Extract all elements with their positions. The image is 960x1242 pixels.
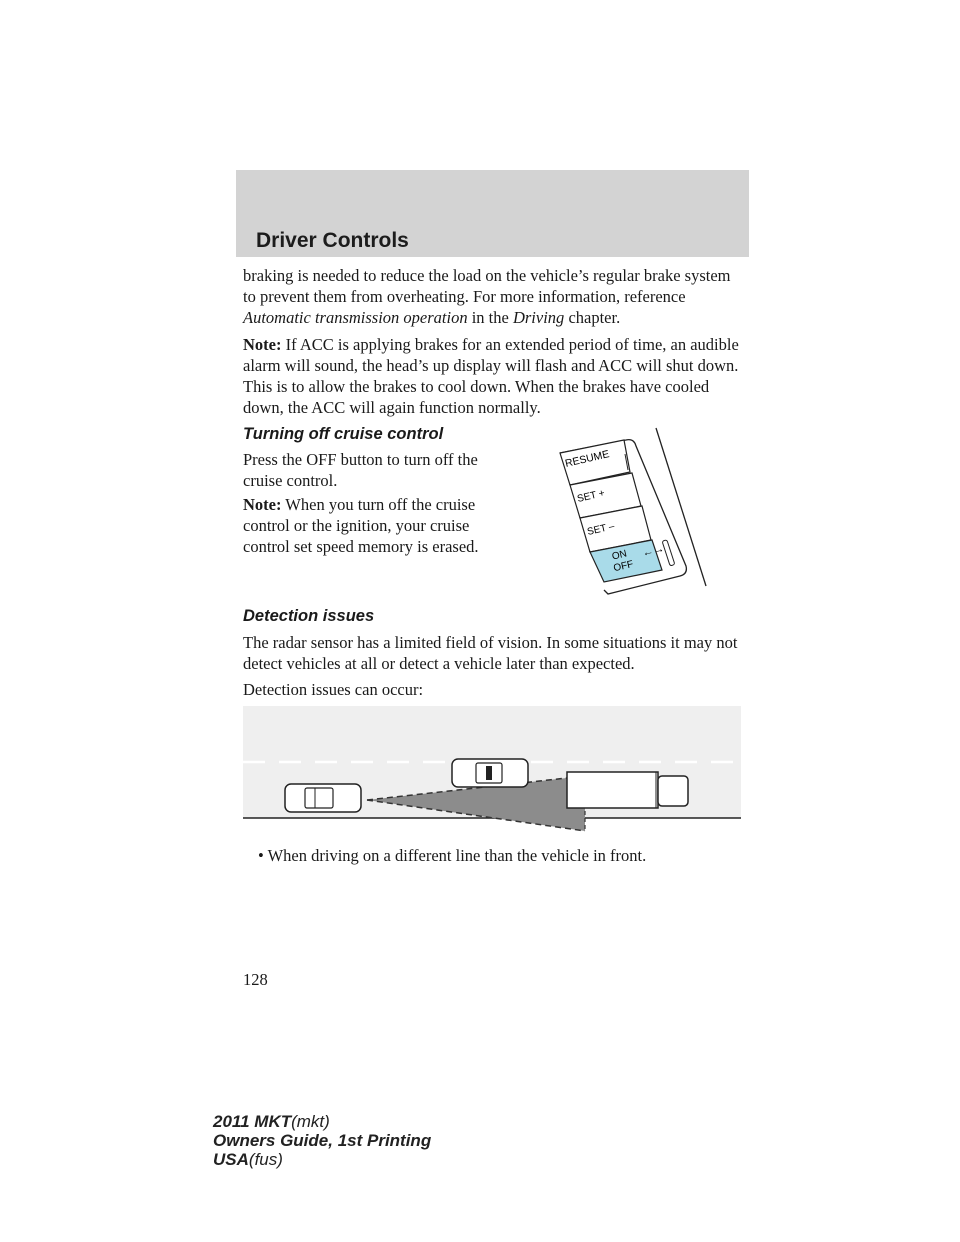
detection-text: The radar sensor has a limited field of vision. In some situations it may not detect vehicles at all or detect a vehicle later than expected. [243,633,738,673]
intro-text-c: chapter. [564,308,621,327]
gap-arrow-icon: ←→ [641,542,666,560]
note-brakes [243,334,743,418]
steering-wheel-edge-line [656,428,706,586]
bullet-item [258,845,646,866]
heading-detection-issues: Detection issues [243,607,375,625]
resume-label: RESUME [563,448,611,470]
note-memory-text: When you turn off the cruise control or the ignition, your cruise control set speed memory is erased. [243,495,479,556]
chapter-title: Driver Controls [256,229,409,252]
detection-paragraph [243,632,743,674]
footer-guide: Owners Guide, 1st Printing [213,1131,432,1150]
footer-region: USA [213,1150,249,1169]
note-label: Note: [243,335,282,354]
set-minus-label: SET – [586,520,616,538]
off-label: OFF [612,558,635,575]
on-label: ON [610,548,628,563]
own-car-icon [285,784,361,812]
intro-paragraph [243,265,743,328]
intro-text-b: in the [467,308,513,327]
cruise-control-buttons-figure [548,418,714,598]
turning-off-text: Press the OFF button to turn off the cruise control. [243,450,478,490]
chapter-header-band [236,170,749,257]
set-plus-label: SET + [576,487,606,505]
page-number: 128 [243,970,268,989]
bullet-text: When driving on a different line than the vehicle in front. [267,846,647,865]
note-memory [243,494,511,557]
truck-ahead-icon [567,772,688,808]
intro-text-a: braking is needed to reduce the load on the vehicle’s regular brake system to prevent them from overheating. For more information, reference [243,266,731,306]
footer-region-code: (fus) [248,1150,283,1169]
note-memory-label: Note: [243,495,282,514]
car-ahead-other-lane-icon [452,759,528,787]
detection-road-figure [243,706,741,833]
footer-model: 2011 MKT [213,1112,292,1131]
note-text: If ACC is applying brakes for an extended period of time, an audible alarm will sound, the head’s up display will flash and ACC will shut down. This is to allow the brakes to cool down. When the brakes have cooled down, the ACC will again function normally. [243,335,739,417]
bullet-icon: • [258,846,264,865]
driving-chapter-reference: Driving [512,308,565,327]
detection-issues-intro: Detection issues can occur: [243,680,424,699]
turning-off-paragraph [243,449,511,491]
document-footer [213,1112,431,1169]
footer-model-code: (mkt) [291,1112,330,1131]
heading-turning-off: Turning off cruise control [243,425,444,443]
automatic-transmission-reference: Automatic transmission operation [243,308,468,327]
